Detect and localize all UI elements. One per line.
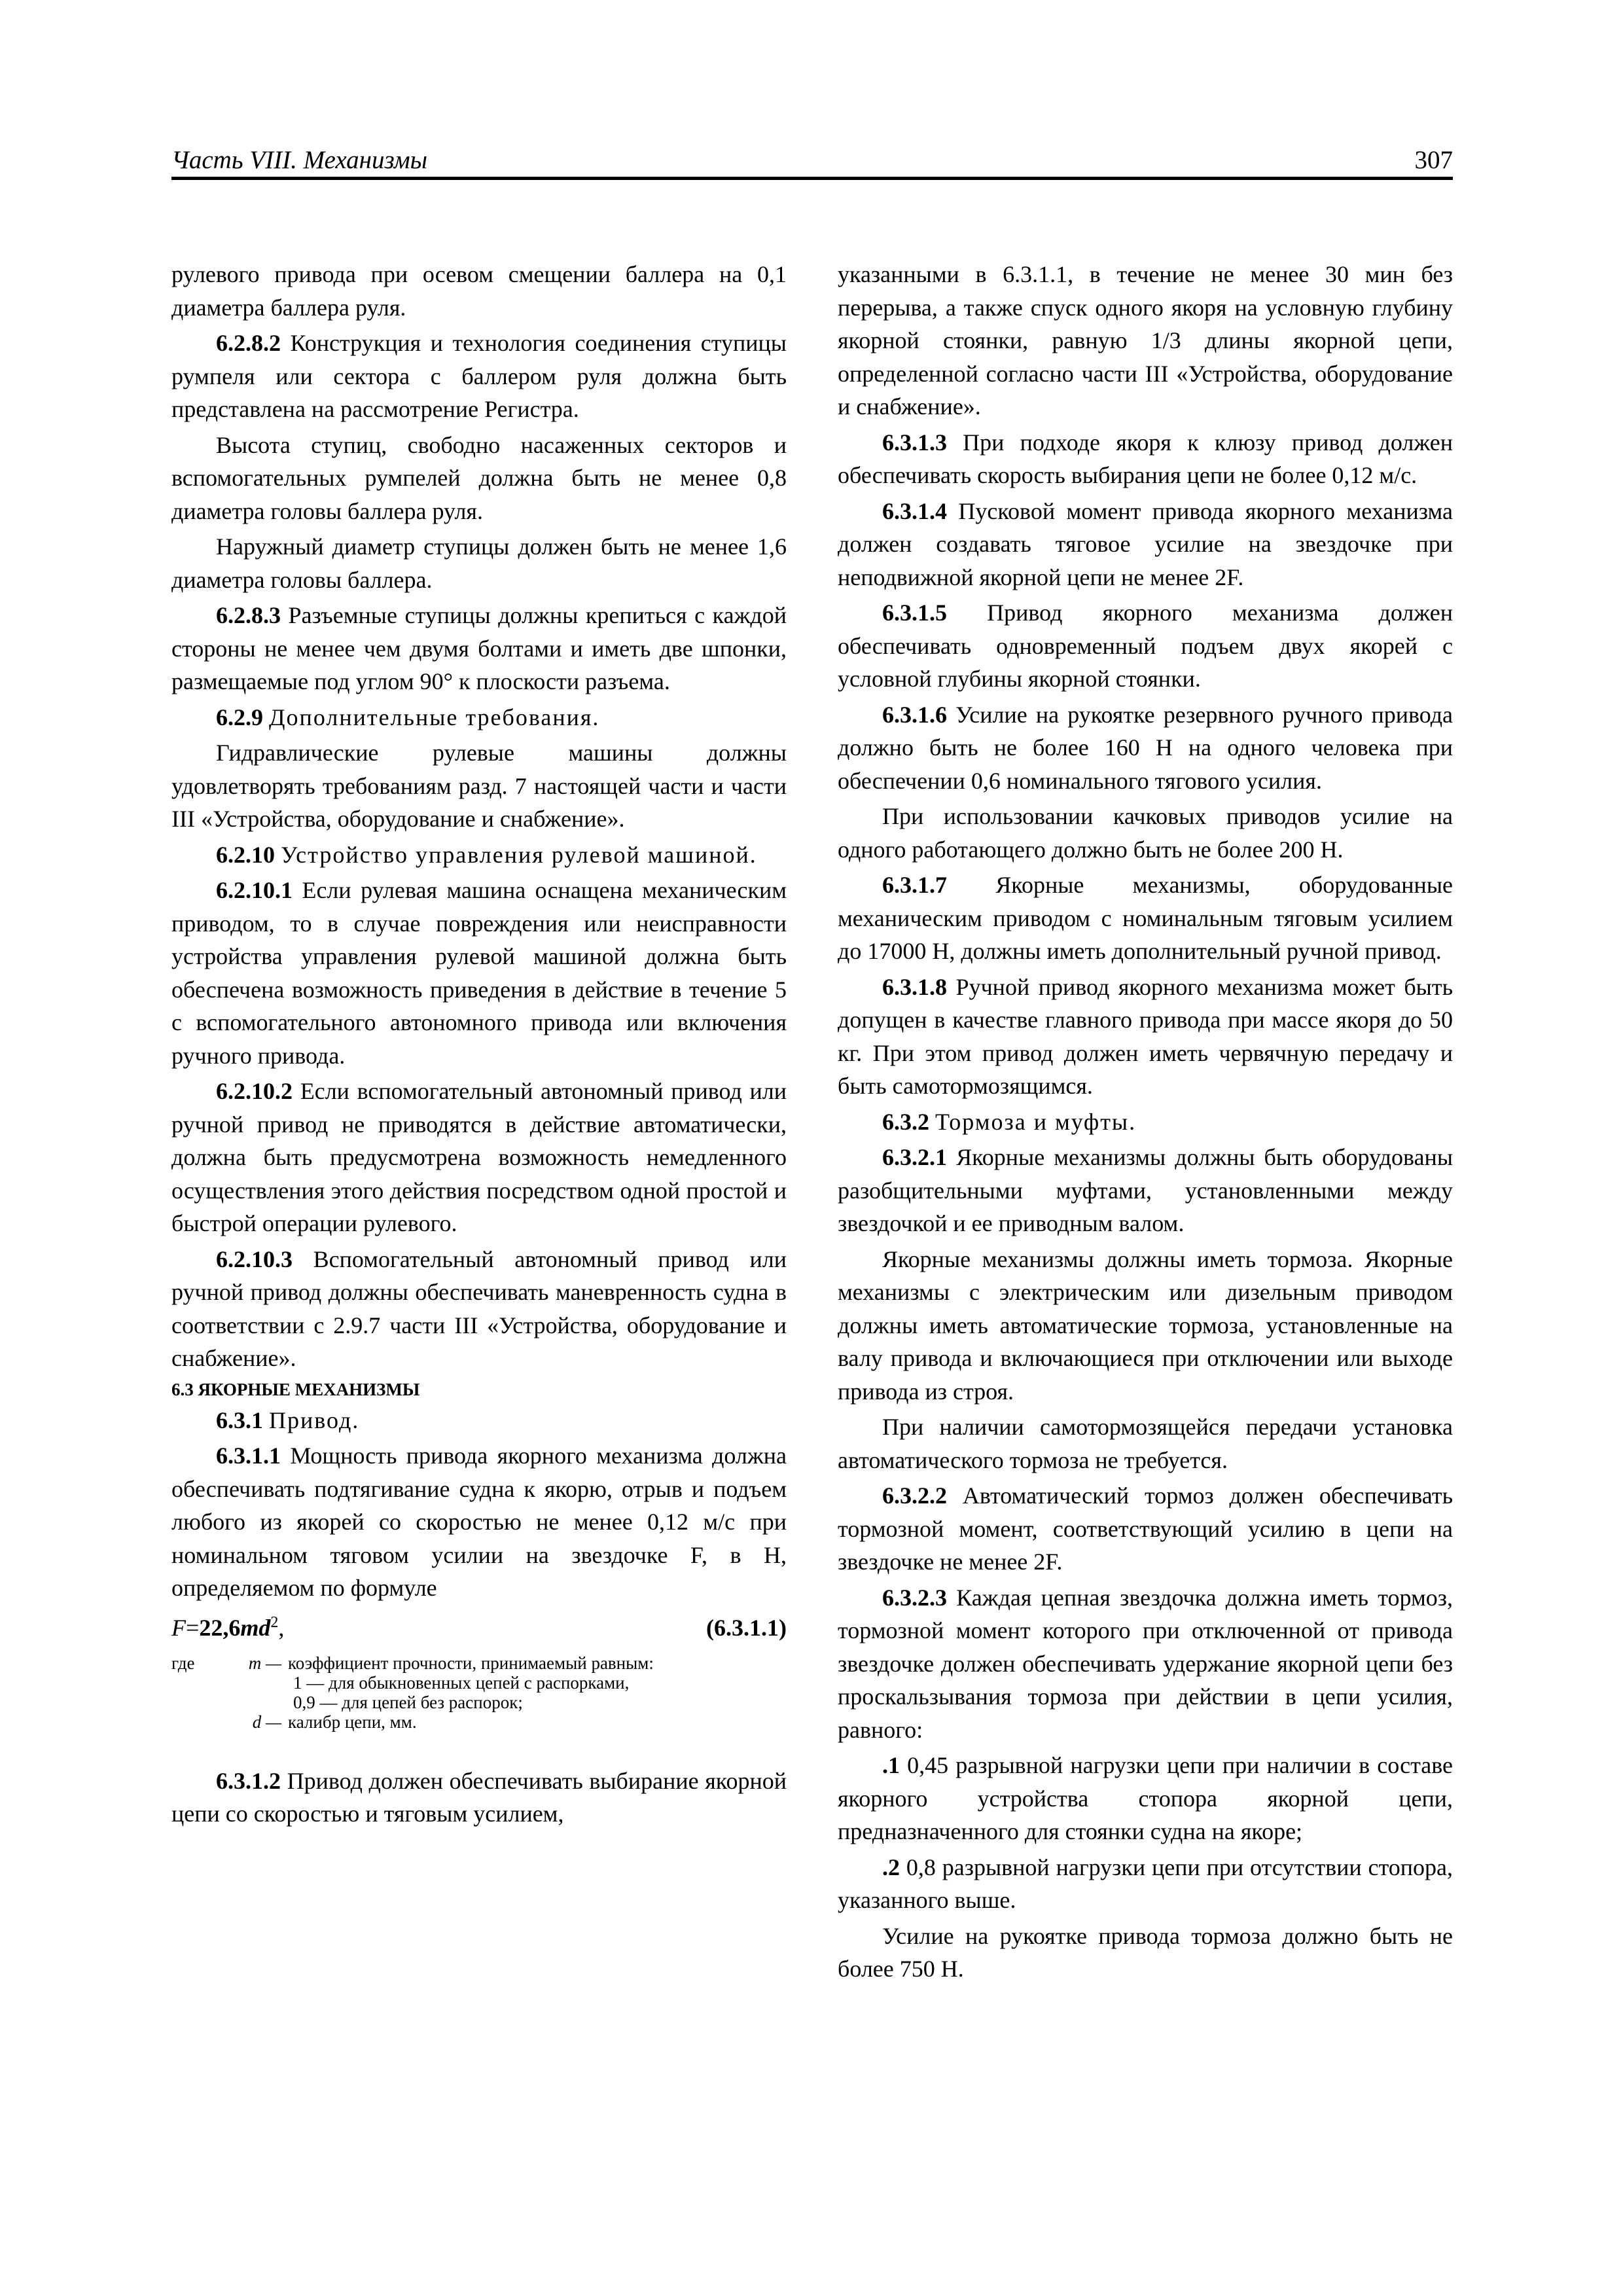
clause-number: 6.3.1.2	[216, 1767, 281, 1794]
clause-number: 6.3.1	[216, 1407, 263, 1433]
paragraph: 6.2.10.2 Если вспомогательный автономный привод или ручной привод не приводятся в действие автоматически, должна быть предусмотрена возможность немедленного осуществления этого действия посредством одной простой и быстрой операции рулевого.	[171, 1078, 787, 1236]
item-number: .2	[882, 1854, 900, 1880]
clause-number: 6.2.10.3	[216, 1246, 293, 1272]
paragraph: 6.3.1.1 Мощность привода якорного механизма должна обеспечивать подтягивание судна к якорю, отрыв и подъем любого из якорей со скоростью не менее 0,12 м/с при номинальном тяговом усилии на звездочке F, в Н, определяемом по формуле	[171, 1443, 787, 1601]
clause-number: 6.2.8.3	[216, 602, 281, 628]
paragraph: При использовании качковых приводов усилие на одного работающего должно быть не более 200 Н.	[838, 803, 1453, 863]
clause-number: 6.2.8.2	[216, 330, 281, 356]
clause-number: 6.2.10	[216, 841, 275, 868]
clause-number: 6.3.1.6	[882, 701, 947, 728]
list-item: .2 0,8 разрывной нагрузки цепи при отсутствии стопора, указанного выше.	[838, 1854, 1454, 1913]
clause-number: 6.2.10.2	[216, 1078, 293, 1104]
subheading: 6.2.9 Дополнительные требования.	[216, 704, 600, 730]
subheading: 6.2.10 Устройство управления рулевой машиной.	[216, 841, 757, 868]
paragraph: 6.3.1.8 Ручной привод якорного механизма может быть допущен в качестве главного привода при массе якоря до 50 кг. При этом привод должен иметь червячную передачу и быть самотормозящимся.	[838, 973, 1453, 1099]
clause-number: 6.3.1.1	[216, 1443, 281, 1469]
paragraph: Якорные механизмы должны иметь тормоза. Якорные механизмы с электрическим или дизельным приводом должны иметь автоматические тормоза, установленные на валу привода и включающиеся при отключении или выходе привода из строя.	[838, 1246, 1453, 1405]
clause-number: 6.3.1.4	[882, 497, 947, 524]
paragraph: 6.3.1.2 Привод должен обеспечивать выбирание якорной цепи со скоростью и тяговым усилием,	[171, 1767, 787, 1827]
paragraph: Наружный диаметр ступицы должен быть не менее 1,6 диаметра головы баллера.	[171, 533, 787, 593]
paragraph: 6.3.1.6 Усилие на рукоятке резервного ручного привода должно быть не более 160 Н на одного человека при обеспечении 0,6 номинального тягового усилия.	[838, 701, 1453, 794]
clause-number: 6.3.2.2	[882, 1482, 947, 1509]
clause-number: 6.3.2	[882, 1108, 929, 1135]
paragraph: 6.2.8.3 Разъемные ступицы должны крепиться с каждой стороны не менее чем двумя болтами и иметь две шпонки, размещаемые под углом 90° к плоскости разъема.	[171, 602, 787, 694]
paragraph: 6.2.8.2 Конструкция и технология соединения ступицы румпеля или сектора с баллером руля должна быть представлена на рассмотрение Регистра.	[171, 330, 787, 422]
clause-number: 6.2.9	[216, 704, 263, 730]
paragraph: 6.3.2.1 Якорные механизмы должны быть оборудованы разобщительными муфтами, установленными между звездочкой и ее приводным валом.	[838, 1144, 1454, 1236]
clause-number: 6.3.1.7	[882, 872, 947, 898]
item-number: .1	[882, 1752, 900, 1778]
clause-number: 6.3.2.1	[882, 1144, 947, 1170]
subheading: 6.3.1 Привод.	[216, 1407, 360, 1433]
paragraph: 6.3.2.2 Автоматический тормоз должен обеспечивать тормозной момент, соответствующий усилию в цепи на звездочке не менее 2F.	[838, 1482, 1454, 1575]
formula-legend: где m — коэффициент прочности, принимаемый равным: 1 — для обыкновенных цепей с распорками, 0,9 — для цепей без распорок; d — калибр цепи, мм.	[171, 1653, 654, 1732]
formula	[171, 1611, 787, 1647]
clause-number: 6.3.1.3	[882, 429, 947, 456]
formula-number: (6.3.1.1)	[706, 1614, 787, 1641]
paragraph: 6.2.10.1 Если рулевая машина оснащена механическим приводом, то в случае повреждения или неисправности устройства управления рулевой машиной должна быть обеспечена возможность приведения в действие в течение 5 с вспомогательного автономного привода или включения ручного привода.	[171, 877, 787, 1069]
paragraph: При наличии самотормозящейся передачи установка автоматического тормоза не требуется.	[838, 1414, 1453, 1473]
formula-expression: $F=22,6md^2$,	[171, 1613, 285, 1641]
page-number: 307	[1414, 146, 1453, 174]
subheading: 6.3.2 Тормоза и муфты.	[882, 1108, 1137, 1135]
paragraph: рулевого привода при осевом смещении баллера на 0,1 диаметра баллера руля.	[171, 261, 787, 321]
section-title: 6.3 ЯКОРНЫЕ МЕХАНИЗМЫ	[171, 1379, 420, 1399]
paragraph: Усилие на рукоятке привода тормоза должно быть не более 750 Н.	[838, 1922, 1453, 1982]
right-column	[838, 258, 1453, 1988]
paragraph: 6.3.1.4 Пусковой момент привода якорного механизма должен создавать тяговое усилие на звездочке при неподвижной якорной цепи не менее 2F.	[838, 497, 1454, 590]
paragraph: Гидравлические рулевые машины должны удовлетворять требованиям разд. 7 настоящей части и части III «Устройства, оборудование и снабжение».	[171, 740, 787, 832]
clause-number: 6.3.1.8	[882, 973, 947, 1000]
list-item: .1 0,45 разрывной нагрузки цепи при наличии в составе якорного устройства стопора якорной цепи, предназначенного для стоянки судна на якоре;	[838, 1752, 1453, 1844]
page-header	[171, 145, 1453, 180]
left-column	[171, 258, 787, 1833]
paragraph: 6.3.2.3 Каждая цепная звездочка должна иметь тормоз, тормозной момент которого при отключенной от привода звездочке должен обеспечивать удержание якорной цепи без проскальзывания тормоза при действии в цепи усилия, равного:	[838, 1584, 1453, 1743]
paragraph: 6.3.1.3 При подходе якоря к клюзу привод должен обеспечивать скорость выбирания цепи не более 0,12 м/с.	[838, 429, 1453, 488]
running-title: Часть VIII. Механизмы	[171, 146, 428, 174]
clause-number: 6.3.1.5	[882, 600, 947, 626]
paragraph: Высота ступиц, свободно насаженных секторов и вспомогательных румпелей должна быть не менее 0,8 диаметра головы баллера руля.	[171, 431, 787, 524]
paragraph: указанными в 6.3.1.1, в течение не менее 30 мин без перерыва, а также спуск одного якоря на условную глубину якорной стоянки, равную 1/3 длины якорной цепи, определенной согласно части III «Устройства, оборудование и снабжение».	[838, 261, 1453, 420]
clause-number: 6.3.2.3	[882, 1584, 947, 1611]
clause-number: 6.2.10.1	[216, 877, 293, 903]
paragraph: 6.2.10.3 Вспомогательный автономный привод или ручной привод должны обеспечивать маневренность судна в соответствии с 2.9.7 части III «Устройства, оборудование и снабжение».	[171, 1246, 787, 1371]
paragraph: 6.3.1.7 Якорные механизмы, оборудованные механическим приводом с номинальным тяговым усилием до 17000 Н, должны иметь дополнительный ручной привод.	[838, 872, 1453, 964]
paragraph: 6.3.1.5 Привод якорного механизма должен обеспечивать одновременный подъем двух якорей с условной глубины якорной стоянки.	[838, 600, 1453, 692]
